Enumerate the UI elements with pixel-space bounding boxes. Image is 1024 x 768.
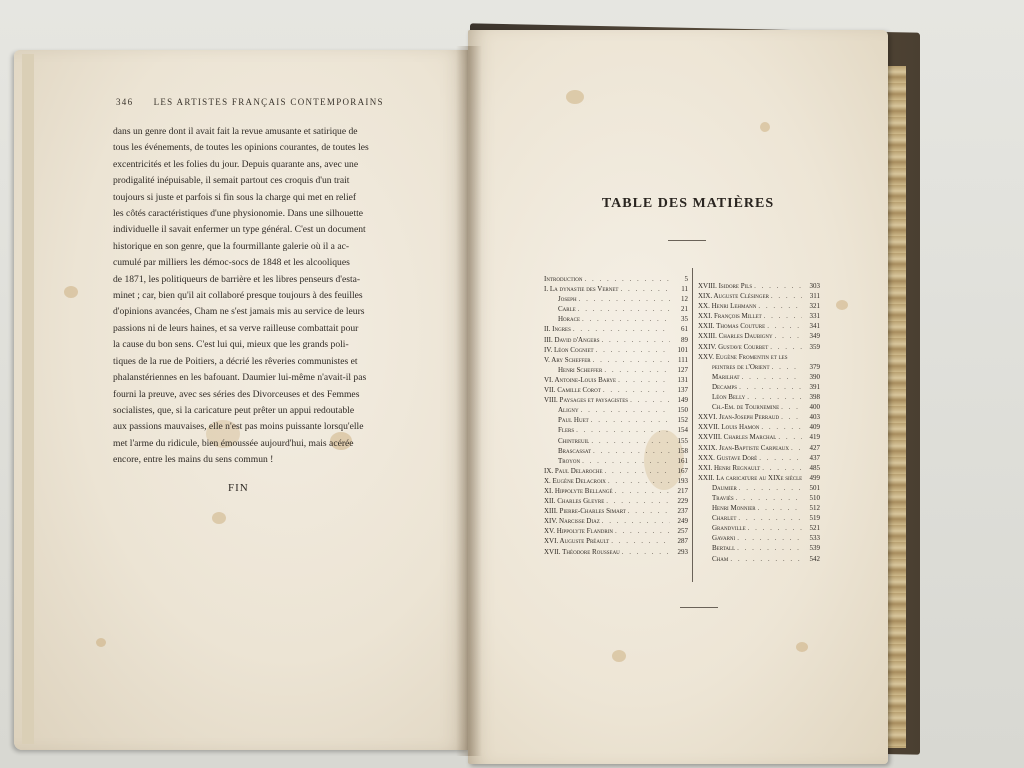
toc-entry [544,446,688,456]
toc-entry [698,554,820,564]
left-page-edges [22,54,34,744]
toc-entry-page: 512 [809,504,820,513]
toc-entry-label: IX. Paul Delaroche [544,466,603,475]
toc-leader-dots [604,365,670,375]
toc-entry [698,483,820,493]
toc-entry-label: Flers [558,426,575,435]
toc-entry [698,533,820,543]
toc-entry-page: 542 [809,554,820,563]
toc-entry-label: Daumier [712,483,737,492]
toc-entry-label: XVIII. Isidore Pils [698,282,753,290]
toc-entry [544,536,688,546]
toc-entry [544,324,688,334]
toc-leader-dots [581,405,670,415]
running-head [116,97,436,111]
toc-entry [544,405,688,415]
text-line: phalanstériennes en les bafouant. Daumier lui-même n'avait-il pas [113,372,367,384]
toc-entry [698,301,820,311]
text-line: de 1871, les politiqueurs de barrière et les libres penseurs d'esta- [113,273,361,285]
toc-leader-dots [630,395,670,405]
toc-entry-page: 533 [809,534,820,543]
toc-entry [698,382,820,392]
toc-entry-label: XVII. Théodore Rousseau [544,547,620,556]
toc-entry-label: Henri Monnier [712,504,756,513]
text-line: aux passions mauvaises, elle n'est pas moins puissante lorsqu'elle [113,421,364,433]
toc-leader-dots [767,321,802,331]
toc-entry-label: Léon Belly [712,393,746,402]
toc-entry [698,352,820,362]
toc-leader-dots [764,311,802,321]
toc-entry-page: 331 [809,312,820,321]
toc-entry [544,476,688,486]
toc-entry-label: Grandville [712,524,746,533]
toc-entry-page: 11 [681,285,688,294]
toc-entry-page: 193 [677,476,688,485]
toc-leader-dots [603,385,670,395]
text-line: minet ; car, bien qu'il ait collaboré presque toujours à des feuilles [113,290,363,302]
toc-leader-dots [596,345,670,355]
toc-entry-page: 485 [809,463,820,472]
toc-entry-label: VIII. Paysages et paysagistes [544,396,629,405]
toc-entry-page: 137 [677,386,688,395]
toc-leader-dots [775,331,802,341]
toc-leader-dots [791,443,802,453]
toc-leader-dots [739,382,802,392]
toc-entry-label: Chintreuil [558,436,590,445]
foxing-stain [836,300,848,310]
toc-entry-label: Marilhat [712,372,740,381]
text-line: tiques de la rue de Poitiers, a décrié les rêveries communistes et [113,355,358,367]
toc-entry-page: 521 [809,524,820,533]
toc-leader-dots [618,375,670,385]
toc-entry-page: 398 [809,393,820,402]
toc-leader-dots [778,432,802,442]
text-line: prodigalité inépuisable, il semait partout ces croquis d'un trait [113,175,350,187]
foxing-stain [760,122,770,132]
toc-entry-label: Cham [712,554,729,563]
toc-entry-page: 311 [809,292,820,301]
toc-entry-page: 61 [681,325,688,334]
toc-leader-dots [605,466,670,476]
toc-leader-dots [573,324,670,334]
toc-leader-dots [615,526,670,536]
toc-entry-page: 89 [681,335,688,344]
toc-entry [544,284,688,294]
toc-entry-label: Aligny [558,406,579,415]
foxing-stain [796,642,808,652]
toc-entry-label: XXI. Henri Regnault [698,463,761,472]
toc-entry-label: XXI. François Millet [698,312,762,321]
toc-entry-label: XXIX. Jean-Baptiste Carpeaux [698,443,790,452]
toc-entry [544,385,688,395]
toc-entry-label: XXII. La caricature au XIXe siècle [698,473,803,482]
toc-entry [544,506,688,516]
toc-entry-label: peintres de l'Orient [712,362,770,371]
text-line: excentricités et les folies du jour. Depuis quarante ans, avec une [113,158,359,170]
toc-entry [698,503,820,513]
toc-leader-dots [737,543,802,553]
toc-leader-dots [781,402,802,412]
toc-entry-label: XIV. Narcisse Diaz [544,517,600,526]
toc-entry-page: 152 [677,416,688,425]
toc-leader-dots [738,513,802,523]
toc-entry-label: XXII. Thomas Couture [698,322,766,331]
toc-entry-label: Introduction [544,275,583,283]
text-line: tous les événements, de toutes les opinions courantes, de toutes les [113,142,369,154]
toc-leader-dots [579,294,670,304]
toc-entry-label: XI. Hippolyte Bellangé [544,486,613,495]
toc-entry-page: 5 [684,275,688,283]
toc-entry-label: XXVI. Jean-Joseph Perraud [698,413,780,422]
toc-entry-page: 21 [681,305,688,314]
text-line: socialistes, que, si la caricature peut prêter un appui redoutable [113,404,355,416]
toc-entry [544,314,688,324]
toc-leader-dots [576,425,670,435]
toc-entry-page: 158 [677,446,688,455]
toc-entry-label: XV. Hippolyte Flandrin [544,527,614,536]
toc-entry-page: 35 [681,315,688,324]
toc-entry-page: 149 [677,396,688,405]
toc-entry [544,355,688,365]
toc-entry [698,402,820,412]
text-line: historique en son genre, que la fourmillante galerie où il a ac- [113,240,350,252]
text-line: cumulé par milliers les démoc-socs de 1848 et les alcooliques [113,257,350,269]
toc-entry-page: 293 [677,547,688,556]
toc-entry-label: Gavarni [712,534,736,543]
column-divider [692,268,693,582]
text-line: encore, entre les mains du sens commun ! [113,454,274,466]
text-line: fourni la preuve, avec ses séries des Divorceuses et des Femmes [113,388,360,400]
toc-entry-label: Troyon [558,456,581,465]
toc-entry-page: 257 [677,527,688,536]
toc-leader-dots [591,415,670,425]
toc-entry-page: 427 [809,443,820,452]
foxing-stain [566,90,584,104]
toc-leader-dots [593,446,670,456]
toc-entry [544,365,688,375]
toc-entry [698,281,820,291]
toc-entry [544,547,688,557]
text-line: met l'arme du ridicule, bien émoussée aujourd'hui, mais acérée [113,437,354,449]
toc-entry-page: 167 [677,466,688,475]
toc-leader-dots [608,476,670,486]
toc-entry [544,526,688,536]
toc-entry-page: 127 [677,365,688,374]
toc-entry-label: Brascassat [558,446,592,455]
toc-title: TABLE DES MATIÈRES [601,196,775,211]
toc-leader-dots [606,496,670,506]
toc-entry-page: 409 [809,423,820,432]
toc-leader-dots [620,284,670,294]
page-number: 346 [116,97,134,107]
toc-entry-label: XXIII. Charles Daubigny [698,332,773,341]
toc-entry-label: II. Ingres [544,325,571,334]
toc-column-2 [698,281,820,564]
toc-entry-page: 390 [809,372,820,381]
toc-column-1 [544,274,688,557]
toc-entry [698,443,820,453]
toc-entry-label: Bertall [712,544,736,553]
toc-entry-label: XXV. Eugène Fromentin et les [698,352,788,361]
toc-entry [544,274,688,284]
toc-entry-label: XVI. Auguste Préault [544,537,610,546]
body-text [113,124,443,469]
toc-leader-dots [772,362,802,372]
toc-entry [544,395,688,405]
toc-leader-dots [759,453,802,463]
toc-entry-page: 519 [809,514,820,523]
toc-leader-dots [615,486,670,496]
toc-leader-dots [730,554,802,564]
toc-entry [698,392,820,402]
toc-entry [698,412,820,422]
toc-entry-page: 341 [809,322,820,331]
toc-entry [698,291,820,301]
toc-entry [698,513,820,523]
toc-entry-page: 154 [677,426,688,435]
toc-entry-label: Carle [558,305,576,314]
title-rule [668,240,706,241]
toc-leader-dots [622,547,670,557]
foxing-stain [96,638,106,647]
toc-entry [698,372,820,382]
toc-entry [544,425,688,435]
toc-entry [544,456,688,466]
toc-entry-page: 437 [809,453,820,462]
text-line: toujours si juste et parfois si fin sous la charge qui met en relief [113,191,357,203]
toc-entry-page: 101 [677,345,688,354]
running-head-title: LES ARTISTES FRANÇAIS CONTEMPORAINS [153,97,384,107]
toc-entry-page: 349 [809,332,820,341]
toc-leader-dots [771,291,802,301]
toc-entry-page: 111 [678,355,688,364]
toc-leader-dots [747,392,802,402]
toc-leader-dots [611,536,670,546]
toc-entry-label: I. La dynastie des Vernet [544,285,619,294]
toc-entry [544,415,688,425]
book-gutter [456,46,482,756]
toc-entry [698,422,820,432]
toc-entry [544,335,688,345]
toc-entry-page: 391 [809,382,820,391]
toc-entry-label: Ch.-Em. de Tournemine [712,403,780,412]
toc-entry-label: Joseph [558,295,577,304]
toc-leader-dots [761,422,802,432]
toc-entry [544,304,688,314]
toc-leader-dots [582,314,670,324]
toc-leader-dots [770,342,802,352]
toc-leader-dots [742,372,802,382]
toc-entry-page: 321 [809,302,820,311]
toc-entry-label: V. Ary Scheffer [544,355,591,364]
toc-entry-page: 150 [677,406,688,415]
toc-leader-dots [601,335,670,345]
toc-entry [698,453,820,463]
toc-leader-dots [628,506,670,516]
toc-entry-label: Paul Huet [558,416,589,425]
toc-entry-page: 303 [809,282,820,290]
toc-entry-page: 12 [681,295,688,304]
toc-leader-dots [739,483,802,493]
toc-entry-label: VII. Camille Corot [544,386,601,395]
toc-entry-label: VI. Antoine-Louis Barye [544,375,617,384]
toc-entry [698,311,820,321]
toc-entry [544,486,688,496]
toc-entry [698,321,820,331]
toc-entry-label: XIX. Auguste Clésinger [698,292,769,301]
text-line: la cause du bon sens. C'est lui qui, mieux que les grands poli- [113,339,349,351]
toc-entry-page: 155 [677,436,688,445]
toc-entry [698,342,820,352]
toc-entry-label: XII. Charles Gleyre [544,497,605,506]
toc-entry-label: XXIV. Gustave Courbet [698,342,769,351]
toc-entry [698,493,820,503]
toc-leader-dots [578,304,670,314]
text-line: les côtés caractéristiques d'une physionomie. Dans une silhouette [113,208,364,220]
toc-entry [544,345,688,355]
toc-entry-label: XXVIII. Charles Marchal [698,433,777,442]
toc-leader-dots [584,274,670,284]
text-line: dans un genre dont il avait fait la revue amusante et satirique de [113,126,358,137]
toc-entry-page: 403 [809,413,820,422]
end-rule [680,607,718,608]
toc-entry [544,436,688,446]
fin-label: FIN [228,482,249,494]
toc-entry-page: 510 [809,493,820,502]
toc-entry-label: IV. Léon Cogniet [544,345,594,354]
toc-entry [698,463,820,473]
toc-entry-label: Traviès [712,493,734,502]
toc-entry-label: XXX. Gustave Doré [698,453,758,462]
toc-entry [698,473,820,483]
toc-entry-page: 501 [809,483,820,492]
toc-leader-dots [593,355,670,365]
toc-leader-dots [748,523,802,533]
toc-leader-dots [758,503,802,513]
foxing-stain [64,286,78,298]
toc-entry [544,294,688,304]
toc-entry [544,375,688,385]
toc-leader-dots [758,301,802,311]
toc-entry-label: XX. Henri Lehmann [698,302,757,311]
toc-leader-dots [781,412,802,422]
toc-leader-dots [602,516,670,526]
toc-entry-label: Henri Scheffer [558,365,603,374]
toc-leader-dots [754,281,802,291]
toc-entry [698,543,820,553]
toc-entry-label: Horace [558,315,581,324]
toc-leader-dots [582,456,670,466]
toc-entry-page: 287 [677,537,688,546]
toc-entry-page: 217 [677,486,688,495]
toc-entry [698,331,820,341]
toc-leader-dots [591,436,670,446]
toc-entry [544,496,688,506]
toc-entry-page: 359 [809,342,820,351]
toc-entry-label: Charlet [712,514,737,523]
toc-entry-label: Decamps [712,382,738,391]
toc-leader-dots [737,533,802,543]
toc-entry-label: X. Eugène Delacroix [544,476,606,485]
toc-entry-label: III. David d'Angers [544,335,600,344]
toc-entry-page: 419 [809,433,820,442]
foxing-stain [212,512,226,524]
toc-entry [698,523,820,533]
toc-entry [544,466,688,476]
toc-leader-dots [762,463,802,473]
toc-entry-page: 131 [677,375,688,384]
toc-entry-page: 499 [809,473,820,482]
text-line: individuelle il savait enfermer un type général. C'est un document [113,224,366,236]
toc-entry-page: 539 [809,544,820,553]
toc-entry [698,362,820,372]
foxing-stain [612,650,626,662]
toc-entry-page: 379 [809,362,820,371]
toc-entry-page: 400 [809,403,820,412]
toc-entry [698,432,820,442]
toc-entry [544,516,688,526]
toc-leader-dots [736,493,802,503]
toc-entry-label: XXVII. Louis Hamon [698,423,760,432]
toc-entry-page: 161 [677,456,688,465]
text-line: passions ni de leurs haines, et sa verve railleuse combattait pour [113,322,359,334]
toc-entry-label: XIII. Pierre-Charles Simart [544,507,626,516]
toc-entry-page: 249 [677,517,688,526]
toc-entry-page: 229 [677,497,688,506]
text-line: d'opinions avancées, Cham ne s'est jamais mis au service de leurs [113,306,365,318]
toc-entry-page: 237 [677,507,688,516]
